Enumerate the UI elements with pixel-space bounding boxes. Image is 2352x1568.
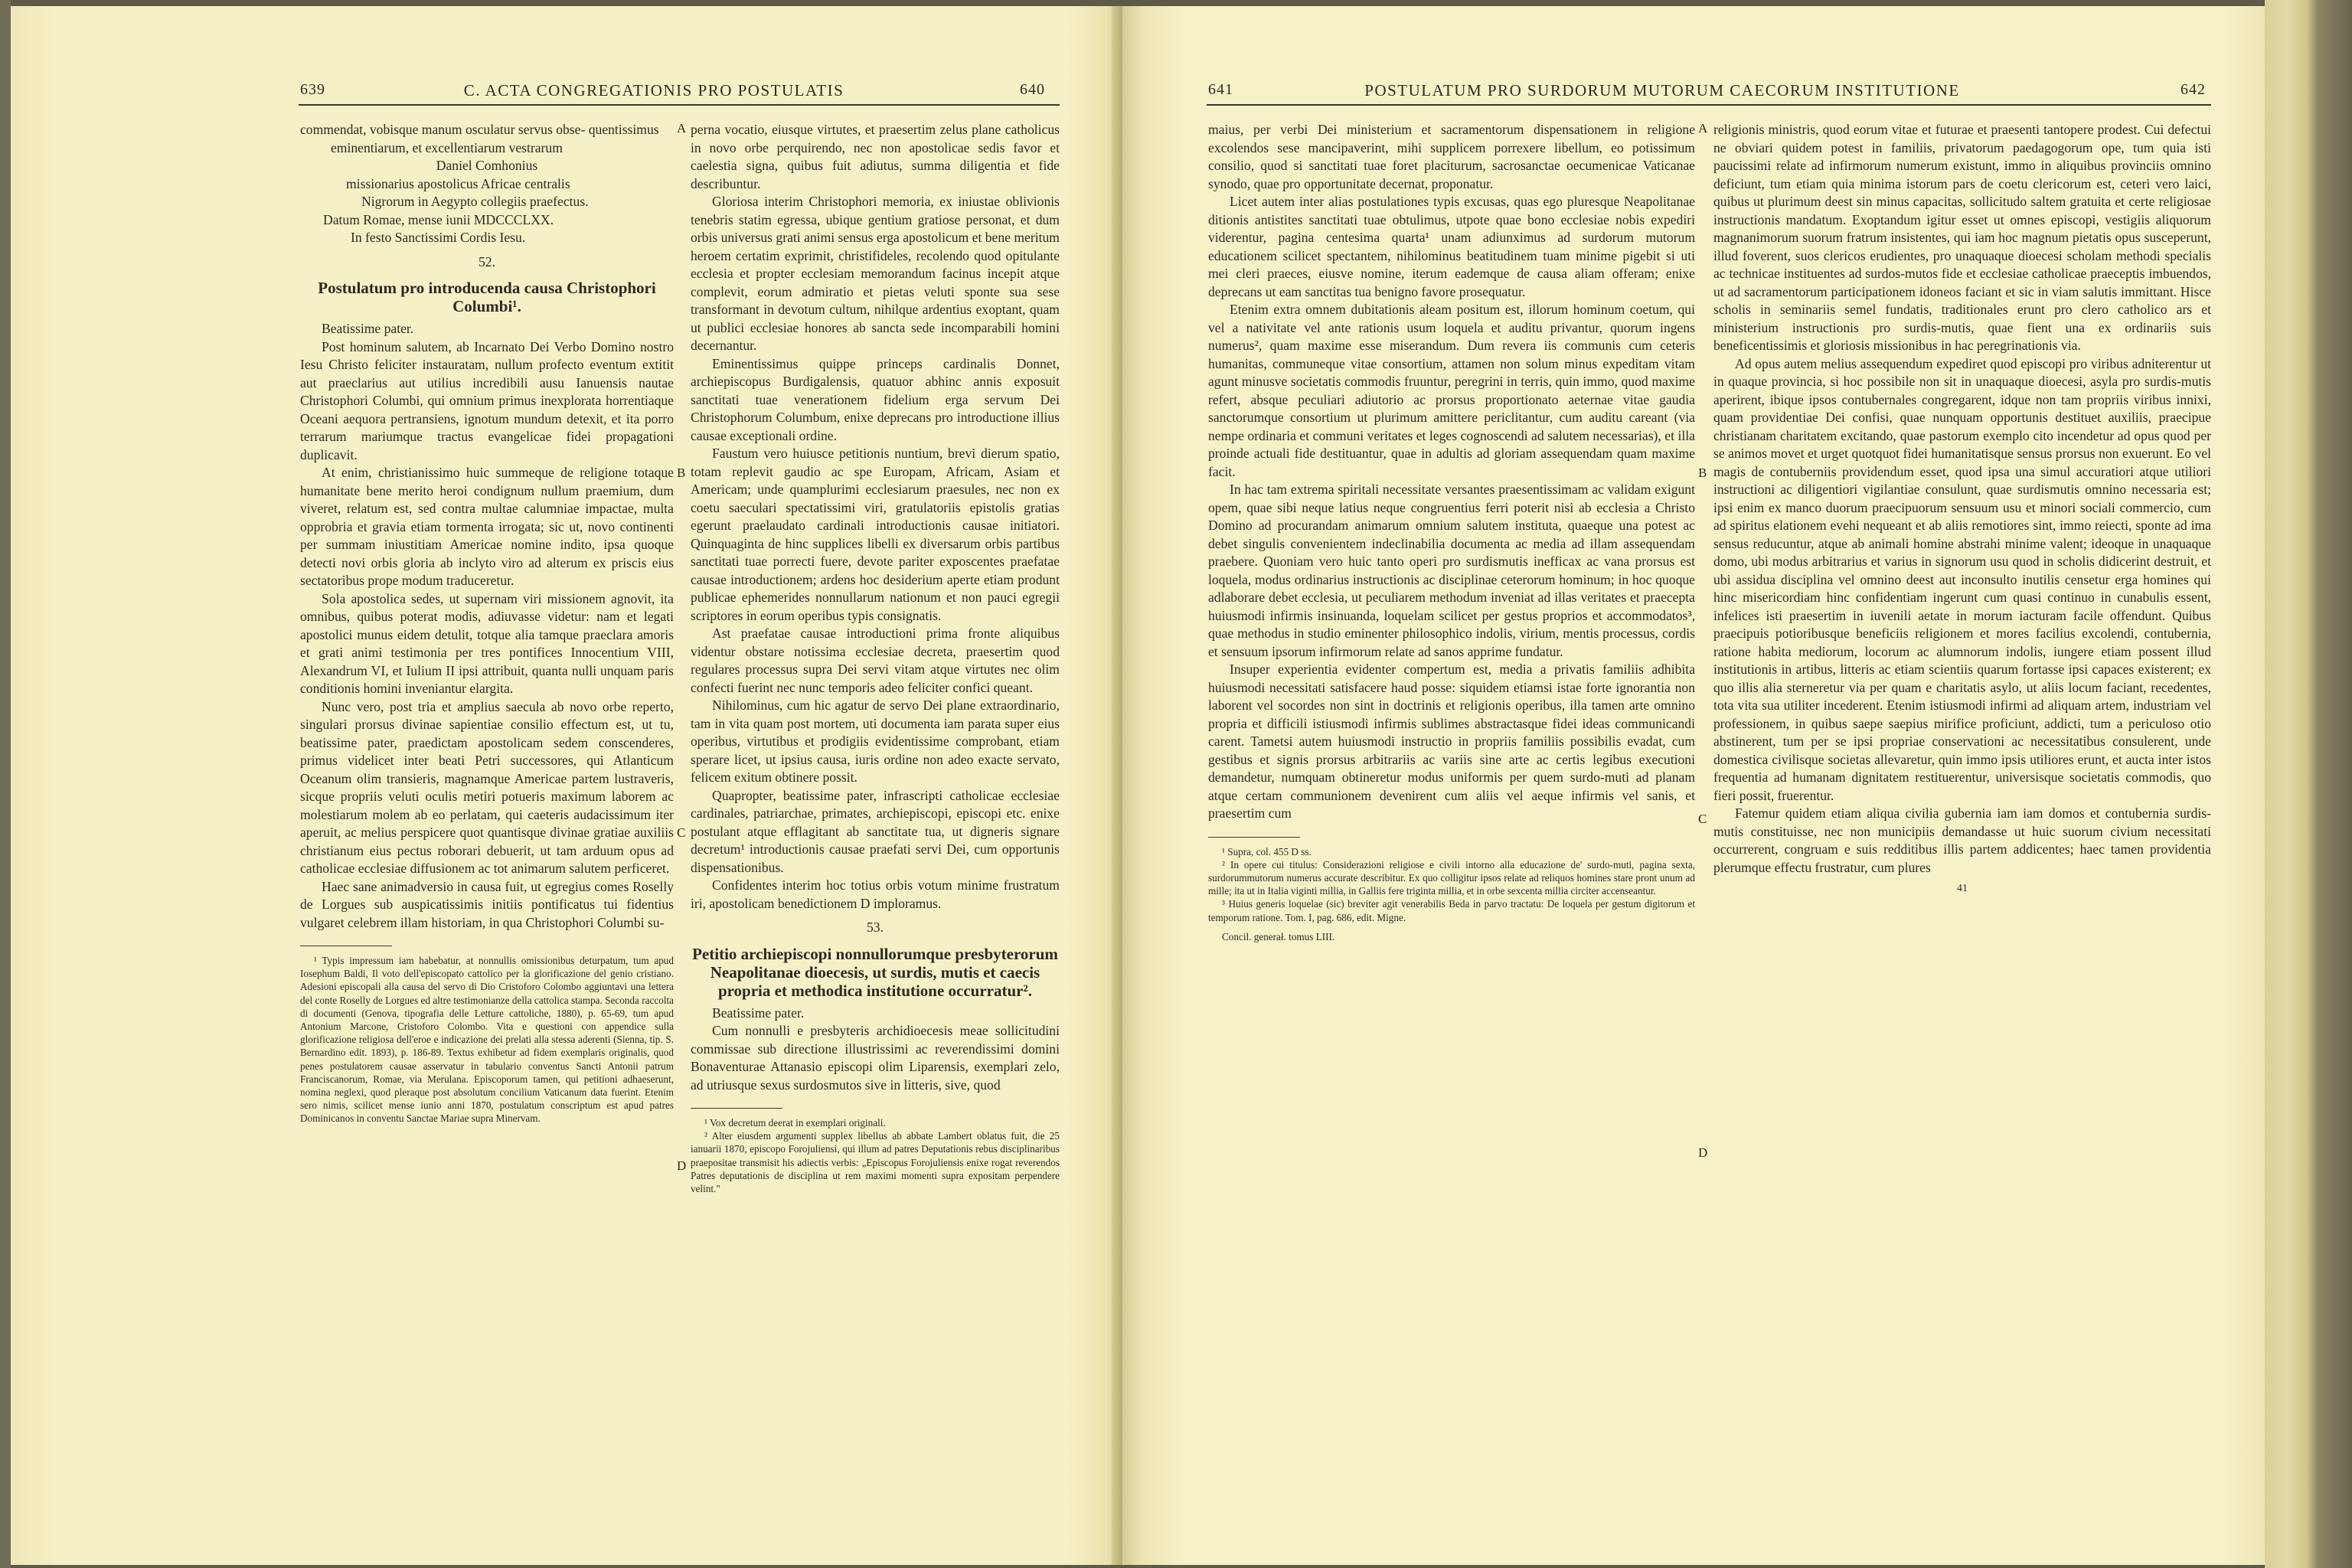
paragraph: maius, per verbi Dei ministerium et sacramentorum dispensationem in religione excolendos sese mancipaverint, mihi supplicem porrexere libellum, eo potissimum consilio, quod si sanctitati tuae foret placiturum, sacrosanctae oecumenicae Vaticanae synodo, quae pro opportunitate decernat, proponatur. [1208, 122, 1695, 191]
paragraph: Quapropter, beatissime pater, infrascripti catholicae ecclesiae cardinales, patriarchae, primates, archiepiscopi, episcopi etc. enixe postulant atque efflagitant ab sanctitate tua, ut digneris signare decretum¹ introductionis causae praefati servi Dei, cum opportunis dispensationibus. [691, 787, 1060, 875]
header-rule [299, 104, 1060, 106]
section-number: 53. [867, 920, 884, 935]
feast-line: In festo Sanctissimi Cordis Iesu. [351, 230, 526, 245]
paragraph: Eminentissimus quippe princeps cardinalis Donnet, archiepiscopus Burdigalensis, quatuor abhinc annis exposuit sanctitati tuae venerationem fidelium erga servum Dei Christophorum Columbum, enixe deprecans pro introductione illius causae exceptionali ordine. [691, 355, 1060, 443]
scanner-background-left [0, 0, 11, 1568]
header-rule [1207, 104, 2211, 106]
left-page-column-2 [691, 121, 1060, 1195]
margin-letter: D [677, 1158, 687, 1173]
signature-number: 41 [1957, 883, 1968, 894]
paragraph: Licet autem inter alias postulationes typis excusas, quas ego pluresque Neapolitanae ditionis antistites sanctitati tuae obtulimus, utpote quae bono ecclesiae nobis expediri viderentur, pagina centesima quarta¹ unam adiunximus ad surdorum mutorum educationem scilicet spectantem, nihilominus beatitudinem tuam minime pigebit si uti mei cleri praeces, eiusve nomine, iterum eademque de causa aliam offeram; enixe deprecans ut eam sanctitas tua benigno favore prosequatur. [1208, 194, 1695, 299]
section-heading: Petitio archiepiscopi nonnullorumque presbyterorum Neapolitanae dioecesis, ut surdis, mutis et caecis propria et methodica institutione occurratur². [692, 944, 1058, 1000]
section-heading: Postulatum pro introducenda causa Christophori Columbi¹. [318, 279, 656, 315]
paragraph: Cum nonnulli e presbyteris archidioecesis meae sollicitudini commissae sub directione illustrissimi ac reverendissimi domini Bonaventurae Attanasio episcopi olim Liparensis, exemplari zelo, ad utriusque sexus surdosmutos sive in litteris, sive, quod [691, 1023, 1060, 1093]
running-title-left: C. ACTA CONGREGATIONIS PRO POSTULATIS [463, 81, 844, 100]
margin-letter: D [1698, 1145, 1708, 1160]
date-line: Datum Romae, mense iunii MDCCCLXX. [323, 211, 554, 227]
page-edges-right [2265, 0, 2352, 1568]
signatory-title-2: Nigrorum in Aegypto collegiis praefectus. [361, 194, 589, 209]
paragraph: Nunc vero, post tria et amplius saecula ab novo orbe reperto, singulari prorsus divinae sapientiae consilio effectum est, ut tu, beatissime pater, praedictam apostolicam sedem conscenderes, primus videlicet inter beati Petri successores, qui Atlanticum Oceanum olim transieris, magnamque Americae partem lustraveris, sicque propriis veluti oculis metiri potueris maximum laborem ac molestiarum molem ab eo perlatam, qui caeteris audacissimum iter aperuit, ac melius perspicere quot quantisque divinae gratiae auxiliis christianum eius pectus roborari debuerit, ut tam arduum opus ad catholicae ecclesiae diffusionem ac tot animarum salutem perficeret. [300, 698, 674, 876]
salutation: Beatissime pater. [322, 321, 414, 336]
paragraph: perna vocatio, eiusque virtutes, et praesertim zelus plane catholicus in novo orbe perquirendo, nec non apostolicae sedis favor et caelestia signa, quibus fuit adiutus, summa diligentia et fide describuntur. [691, 122, 1060, 191]
margin-letter: B [1698, 466, 1707, 480]
footnote-separator [1208, 837, 1300, 838]
margin-letter: B [677, 466, 686, 480]
right-page [1122, 6, 2265, 1565]
paragraph: Nihilominus, cum hic agatur de servo Dei plane extraordinario, tam in vita quam post mortem, uti documenta iam parata super eius operibus, virtutibus et prodigiis evidentissime comprobant, etiam sperare licet, ut ipsius causa, iuris ordine non adeo exacte servato, felicem exitum obtinere possit. [691, 697, 1060, 785]
footnote: ² Alter eiusdem argumenti supplex libellus ab abbate Lambert oblatus fuit, die 25 ianuarii 1870, episcopo Forojuliensi, qui illum ad patres Deputationis rebus disciplinaribus praepositae transmisit his adiectis verbis: „Episcopus Forojuliensis enixe rogat reverendos Patres deputationis de disciplina ut rem maximi momenti supra expositam perpendere velint." [691, 1130, 1060, 1195]
running-title-right: POSTULATUM PRO SURDORUM MUTORUM CAECORUM INSTITUTIONE [1364, 81, 1960, 100]
footnote: ² In opere cui titulus: Considerazioni religiose e civili intorno alla educazione de' surdo-muti, pagina sexta, surdorummutorum numerus accurate describitur. Ex quo colligitur ipsos relate ad reliquos homines stare pront unum ad mille; ita ut in Italia viginti millia, in Galliis fere triginta millia, et in orbe sexcenta millia circiter accenseantur. [1208, 858, 1695, 897]
footnote: ³ Huius generis loquelae (sic) breviter agit venerabilis Beda in parvo tractatu: De loquela per gestum digitorum et temporum ratione. Tom. I, pag. 686, edit. Migne. [1208, 898, 1695, 923]
closing-text: commendat, vobisque manum osculatur servus obse- quentissimus [300, 122, 659, 137]
left-page [11, 6, 1122, 1565]
page-number-640: 640 [1020, 81, 1045, 98]
footnote: ¹ Typis impressum iam habebatur, at nonnullis omissionibus deturpatum, tum apud Iosephum Baldi, Il voto dell'episcopato cattolico per la glorificazione del genio cristiano. Adesioni episcopali alla causa del servo di Dio Cristoforo Colombo aggiuntavi una lettera del conte Roselly de Lorgues ed altre testimonianze della cattolica stampa. Seconda raccolta di documenti (Genova, tipografia delle Letture cattoliche, 1880), p. 65-69, tum apud Antonium Marcone, Cristoforo Colombo. Vita e questioni con appendice sulla glorificazione religiosa dell'eroe e indicazione dei prelati alla stessa aderenti (Sienna, tip. S. Bernardino edit. 1893), p. 186-89. Textus exhibetur ad fidem exemplaris originalis, quod penes postulatorem causae asservatur in tabulario conventus Sancti Antonii patrum Franciscanorum, Romae, via Merulana. Episcoporum tamen, qui petitioni adhaeserunt, nomina neglexi, quod pleraque post absolutum concilium Vaticanum data fuerint. Etenim sero nimis, scilicet mense iunio anni 1870, postulatum conscriptum est apud patres Dominicanos in conventu Sanctae Mariae supra Minervam. [300, 955, 674, 1125]
left-page-column-1 [300, 121, 674, 1125]
paragraph: religionis ministris, quod eorum vitae et futurae et praesenti tantopere prodest. Cui defectui ne obviari quidem potest in familiis, privatorum paedagogorum ope, tum quia isti paucissimi relate ad infirmorum numerum existunt, immo in aliquibus provinciis omnino deficiunt, tum etiam quia minima istorum pars de coetu clericorum est, ceteri vero laici, quibus ut plurimum deest sin minus capacitas, sollicitudo saltem gratuita et certe religiosae instructionis mandatum. Exoptandum igitur esset ut omnes episcopi, vestigiis aliquorum magnanimorum suorum fratrum insistentes, qui iam hoc magnum pietatis opus susceperunt, illud foverent, suos clericos erudientes, pro unaquaque dioecesi scholam methodi specialis ac technicae instituentes ad surdos-mutos fide et ecclesiae catholicae praeceptis imbuendos, ut ad sacramentorum participationem idoneos faciant et sic in viam salutis immittant. Hisce scholis in seminariis semel fundatis, traditionales erunt pro clero catholico ars et ministerium instructionis pro surdis-mutis, quae fient una ex ordinariis suis beneficentissimis et gloriosis missionibus in hac peregrinationis via. [1713, 122, 2211, 353]
paragraph: Etenim extra omnem dubitationis aleam positum est, illorum hominum coetum, qui vel a nativitate vel ante rationis usum loquela et auditu privantur, quorum ingens numerus², quam maxime esse miserandum. Dum revera iis communis cum ceteris humanitas, communeque vitae consortium, attamen non solum minus expeditam vitam agunt minusve societatis commodis fruuntur, peregrini in terris, quin immo, quod maxime refert, absque peculiari adiutorio ac prorsus proportionato aeternae vitae gaudia sanctorumque consortium ut plurimum amittere periclitantur, cum auditu careant (via nempe ordinaria et communi veritates et leges cognoscendi ad salutem necessarias), et illa proinde actuali fide destituantur, quae in adultis ad gloriam assequendam quam maxime facit. [1208, 302, 1695, 479]
paragraph: Confidentes interim hoc totius orbis votum minime frustratum iri, apostolicam benedictionem D imploramus. [691, 877, 1060, 911]
page-number-641: 641 [1208, 81, 1233, 98]
signatory-name: Daniel Comhonius [436, 158, 538, 173]
right-page-column-1 [1208, 121, 1695, 943]
paragraph: Haec sane animadversio in causa fuit, ut egregius comes Roselly de Lorgues sub auspicatissimis initiis pontificatus tui fidentius vulgaret celebrem illam historiam, in qua Christophori Columbi su- [300, 878, 674, 930]
margin-letter: A [1698, 121, 1708, 136]
salutation: Beatissime pater. [712, 1004, 805, 1021]
paragraph: Ad opus autem melius assequendum expediret quod episcopi pro viribus adniterentur ut in quaque provincia, si hoc possibile non sit in unaquaque dioecesi, asyla pro surdis-mutis aperirent, ibique ipsos contubernales congregarent, idque non tam propriis viribus innixi, quam providentiae Dei confisi, quae nunquam opportunis destituet auxiliis, praecipue christianam charitatem excitando, quae pastorum exemplo cito incendetur ad opus quod per se animos movet et urget quotquot fidei humanitatisque sensus prorsus non exuerunt. Eo vel magis de contuberniis providendum esset, quod ipsa una simul accuratiori atque utiliori instructioni ac diligentiori vigilantiae consulunt, quae surdismutis omnino necessaria est; ipsi enim ex manco duorum praecipuorum sensuum usu et minori sociali commercio, cum ad spiritus elationem evehi nequeant et ab aliis remotiores sint, immo reiecti, sponte ad ima sensus reducuntur, atque ab animali homine abstrahi minime valent; ideoque in unaquaque domo, ubi modus arbitrarius et varius in signorum usu quod in scholis didicerint destruit, et ubi assidua disciplina vel omnino deest aut inconsulto inutilis censetur erga homines qui hinc misericordiam hinc confidentiam ingerunt cum quasi continuo in cunabulis essent, infelices isti praesertim in iuvenili aetate in morum iacturam facile offendunt. Quibus praecipuis potioribusque beneficiis religionem et mores facilius excolendi, contubernia, ratione habita mediorum, locorum ac alumnorum indolis, iungere etiam possent illud institutionis in artibus, litteris ac etiam scientiis quarum fortasse ipsi capaces existerent; ex quo illis alia sterneretur via per quam e charitatis asylo, ut aliis locum faciant, recedentes, tota vita sua utiliter incederent. Etenim istiusmodi infirmi ad aliquam artem, industriam vel professionem, in quibus saepe saepius mirifice proficiunt, addicti, tum a periculoso otio abstinerent, tum per se ipsi propriae conservationi ac necessitatibus consulerent, unde domestica civilisque societas allevaretur, quin immo ipsis utiliores erunt, et aucta inter istos frequentia ad humanam dignitatem restituerentur, universisque societatis commodis, quo fieri possit, fruerentur. [1713, 355, 2211, 803]
paragraph: At enim, christianissimo huic summeque de religione totaque humanitate bene merito heroi condignum nullum praemium, dum viveret, relatum est, sed contra multae calumniae impactae, multa opprobria et gravia etiam tormenta irrogata; sic ut, novo continenti per summam iniustitiam Americae nomine indito, ipsa quoque detecti novi orbis gloria ab inclyto viro ad alterum ex priscis eius sectatoribus prope modum traduceretur. [300, 465, 674, 588]
section-number: 52. [479, 253, 495, 270]
closing-line: eminentiarum, et excellentiarum vestrarum [331, 139, 563, 155]
paragraph: Faustum vero huiusce petitionis nuntium, brevi dierum spatio, totam replevit gaudio ac spe Europam, Africam, Asiam et Americam; unde quamplurimi ecclesiarum praesules, nec non ex coetu saeculari spectatissimi viri, gratulatoriis epistolis gratias egerunt praelaudato cardinali introductionis causae initiatori. Quinquaginta de hinc supplices libelli ex diversarum orbis partibus sanctitati tuae porrecti fuere, devote pariter exposcentes praefatae causae introductionem; ardens hoc desiderium aperte etiam produnt publicae ephemerides nonnullarum nationum et non pauci egregii scriptores in eorum operibus typis consignatis. [691, 446, 1060, 623]
margin-letter: C [677, 825, 686, 840]
footnote: ¹ Supra, col. 455 D ss. [1222, 845, 1312, 858]
right-page-column-2 [1713, 121, 2211, 898]
page-number-639: 639 [300, 81, 325, 98]
page-number-642: 642 [2180, 81, 2206, 98]
volume-signature: Concil. generał. tomus LIII. [1222, 930, 1335, 942]
paragraph: In hac tam extrema spiritali necessitate versantes praesentissimam ac validam exigunt opem, quae sibi neque latius neque congruentius ferri poterit nisi ab ecclesia a Christo Domino ad procurandam animarum omnium salutem instituta, quaeque una potest ac debet singulis convenientem indeclinabilia documenta ac media ad illam assequendam praebere. Quoniam vero huic tanto operi pro surdismutis inefficax ac vana prorsus est loquela, modus ordinarius instructionis ac disciplinae ceterorum hominum; in hoc quoque adlaborare debet ecclesia, ut peculiarem methodum inveniat ad illas veritates et praecepta huiusmodi infirmis insinuanda, loquelam scilicet per gestus proprios et accommodatos³, quae methodus in studio eminenter philosophico indolis, virium, mentis processus, cordis et sensuum ipsorum infirmorum relate ad sanos apprime fundatur. [1208, 482, 1695, 659]
paragraph: Post hominum salutem, ab Incarnato Dei Verbo Domino nostro Iesu Christo feliciter instauratam, nullum profecto eventum extitit aut praeclarius aut utilius incredibili ausu Ianuensis nautae Christophori Columbi, qui omnium primus inexplorata horrentiaque Oceani aequora pertransiens, ignotum mundum detexit, et ita porro terrarum mariumque tractus evangelicae fidei propagationi duplicavit. [300, 338, 674, 462]
footnote-separator [691, 1108, 782, 1109]
margin-letter: C [1698, 812, 1707, 826]
margin-letter: A [677, 121, 687, 136]
paragraph: Insuper experientia evidenter compertum est, media a privatis familiis adhibita huiusmodi necessitati satisfacere haud posse: siquidem etiamsi istae forte ignorantia non laborent vel socordes non sint in doctrinis et religionis operibus, illa tamen arte omnino propria et difficili istiusmodi infirmis sublimes abstractasque fidei ideas communicandi carent. Tametsi autem huiusmodi instructio in propriis familiis possibilis evadat, cum gestibus et signis prorsus arbitrariis ac variis sine arte ac certis legibus executioni demandetur, numquam obtineretur modus uniformis per quem surdo-muti ad planam atque certam communionem devenirent cum aliis vel aeque infirmis vel sanis, et praesertim cum [1208, 662, 1695, 821]
signatory-title: missionarius apostolicus Africae centralis [346, 175, 570, 191]
paragraph: Ast praefatae causae introductioni prima fronte aliquibus videntur obstare notissima ecclesiae decreta, praesertim quod regulares processus supra Dei servi vitam atque virtutes nec olim confecti fuerint nec nunc temporis adeo feliciter confici queant. [691, 626, 1060, 695]
paragraph: Gloriosa interim Christophori memoria, ex iniustae oblivionis tenebris statim egressa, ubique gentium gratiose personat, et dum orbis universus grati animi sensus erga apostolicum et bene meritum heroem certatim exprimit, christifideles, recolendo quod opitulante ecclesia et propter ecclesiam memorandum facinus incepit atque complevit, eorum admiratio et pietas veluti sponte sua sese transformant in devotum cultum, nihilque ardentius exoptant, quam ut publici ecclesiae honores ab sancta sede incomparabili homini decernantur. [691, 194, 1060, 353]
footnote: ¹ Vox decretum deerat in exemplari originali. [704, 1117, 886, 1129]
paragraph: Sola apostolica sedes, ut supernam viri missionem agnovit, ita omnibus, quibus poterat modis, adiuvasse videtur: nam et legati apostolici munus eidem detulit, totque alia tamque praeclara amoris et grati animi testimonia per tres pontifices Innocentium VIII, Alexandrum VI, et Iulium II ipsi attribuit, quanta nulli unquam paris conditionis homini inveniantur elargita. [300, 590, 674, 696]
paragraph: Fatemur quidem etiam aliqua civilia gubernia iam iam domos et contubernia surdis-mutis constituisse, nec non municipiis demandasse ut huic suorum civium necessitati occurrerent, congruam e suis redditibus illis partem addicentes; haec tamen providentia plerumque effectu frustratur, cum plures [1713, 805, 2211, 875]
